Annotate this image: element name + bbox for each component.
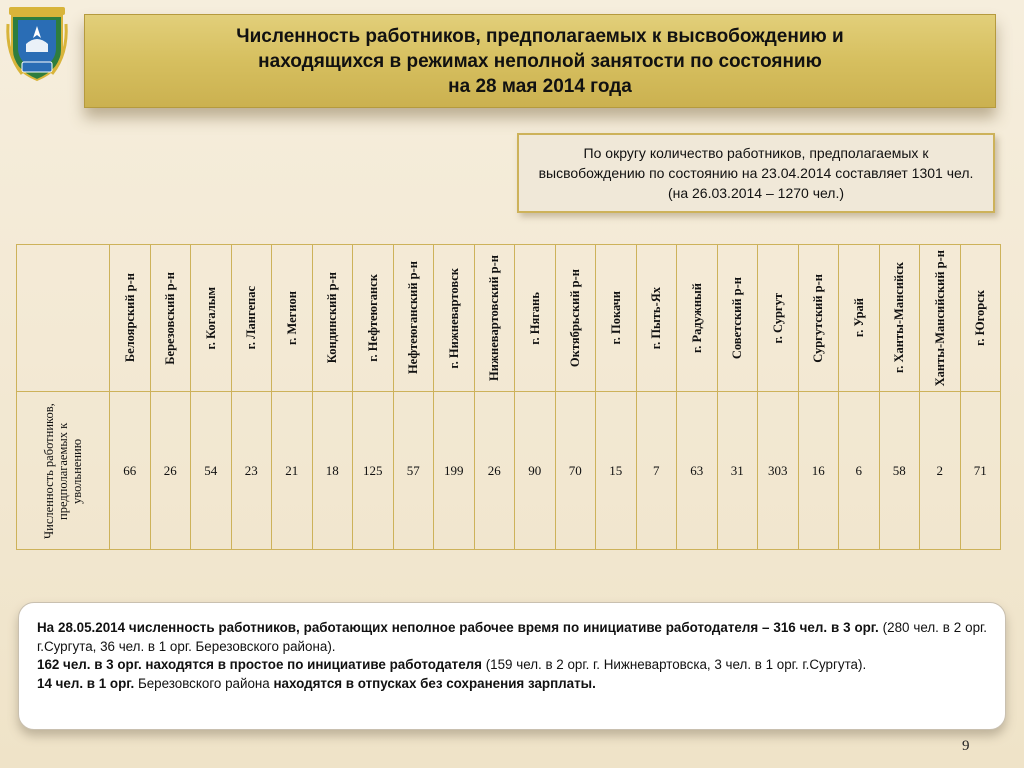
column-header-label: Белоярский р-н (122, 273, 137, 363)
title-line-2: находящихся в режимах неполной занятости по состоянию (258, 50, 822, 72)
column-header-label: г. Нижневартовск (446, 267, 461, 369)
value-cell: 58 (879, 392, 920, 550)
column-header (515, 245, 556, 392)
header-row (17, 245, 1001, 392)
column-header (150, 245, 191, 392)
employment-notes (18, 602, 1006, 730)
column-header-label: Ханты-Мансийский р-н (932, 249, 947, 387)
slide-title (84, 14, 996, 108)
column-header (839, 245, 880, 392)
value-cell: 2 (920, 392, 961, 550)
column-header (393, 245, 434, 392)
note-3-text: Березовского района (134, 675, 274, 691)
value-cell: 125 (353, 392, 394, 550)
column-header (879, 245, 920, 392)
row-label: Численность работников, предполагаемых к увольнению (42, 402, 84, 539)
column-header-label: г. Югорск (973, 290, 988, 346)
summary-note-text: По округу количество работников, предполагаемых к высвобождению по состоянию на 23.04.2014 составляет 1301 чел. (на 26.03.2014 – 1270 чел.) (538, 145, 974, 201)
column-header-label: г. Урай (851, 298, 866, 338)
column-header (272, 245, 313, 392)
title-line-1: Численность работников, предполагаемых к высвобождению и (236, 25, 844, 47)
column-header (555, 245, 596, 392)
column-header (920, 245, 961, 392)
column-header (353, 245, 394, 392)
column-header (798, 245, 839, 392)
column-header-label: г. Радужный (689, 282, 704, 354)
value-cell: 57 (393, 392, 434, 550)
value-cell: 26 (474, 392, 515, 550)
value-cell: 31 (717, 392, 758, 550)
data-table (16, 244, 1001, 550)
column-header-label: Кондинский р-н (325, 272, 340, 364)
value-row (17, 392, 1001, 550)
column-header-label: Нефтеюганский р-н (406, 261, 421, 375)
column-header-label: г. Мегион (284, 290, 299, 346)
corner-cell (17, 245, 110, 392)
value-cell: 26 (150, 392, 191, 550)
note-3-bold-2: находятся в отпусках без сохранения зарплаты. (273, 675, 596, 691)
column-header (636, 245, 677, 392)
column-header (231, 245, 272, 392)
value-cell: 70 (555, 392, 596, 550)
column-header (758, 245, 799, 392)
column-header-label: г. Покачи (608, 291, 623, 345)
column-header-label: г. Нефтеюганск (365, 274, 380, 362)
column-header-label: Березовский р-н (163, 271, 178, 365)
value-cell: 16 (798, 392, 839, 550)
column-header-label: Октябрьский р-н (568, 268, 583, 368)
column-header (717, 245, 758, 392)
value-cell: 66 (110, 392, 151, 550)
note-3-bold: 14 чел. в 1 орг. (37, 675, 135, 691)
column-header (191, 245, 232, 392)
value-cell: 7 (636, 392, 677, 550)
value-cell: 18 (312, 392, 353, 550)
column-header-label: Нижневартовский р-н (487, 255, 502, 381)
page-number: 9 (962, 738, 970, 754)
column-header-label: г. Сургут (770, 292, 785, 344)
row-label-cell (17, 392, 110, 550)
title-line-3: на 28 мая 2014 года (448, 75, 632, 97)
note-paragraph-1 (37, 619, 987, 656)
column-header-label: г. Нягань (527, 291, 542, 345)
column-header-label: г. Пыть-Ях (649, 286, 664, 350)
column-header-label: г. Когалым (203, 286, 218, 350)
coat-of-arms-icon (4, 4, 70, 84)
column-header-label: г. Ханты-Мансийск (892, 262, 907, 374)
column-header-label: Сургутский р-н (811, 273, 826, 363)
summary-note (517, 133, 995, 213)
note-2-text: (159 чел. в 2 орг. г. Нижневартовска, 3 чел. в 1 орг. г.Сургута). (481, 657, 867, 672)
value-cell: 15 (596, 392, 637, 550)
value-cell: 71 (960, 392, 1001, 550)
value-cell: 21 (272, 392, 313, 550)
column-header-label: Советский р-н (730, 276, 745, 360)
column-header (596, 245, 637, 392)
column-header (677, 245, 718, 392)
note-2-bold: 162 чел. в 3 орг. находятся в простое по инициативе работодателя (37, 657, 482, 672)
note-paragraph-2 (37, 656, 987, 675)
column-header (474, 245, 515, 392)
value-cell: 90 (515, 392, 556, 550)
column-header (312, 245, 353, 392)
note-1-text: (280 чел. в 2 орг. г.Сургута, 36 чел. в 1 орг. Березовского района). (37, 620, 987, 654)
note-1-bold: На 28.05.2014 численность работников, работающих неполное рабочее время по инициативе работодателя – 316 чел. в 3 орг. (37, 620, 879, 635)
column-header-label: г. Лангепас (244, 286, 259, 350)
value-cell: 63 (677, 392, 718, 550)
value-cell: 303 (758, 392, 799, 550)
value-cell: 23 (231, 392, 272, 550)
value-cell: 54 (191, 392, 232, 550)
column-header (110, 245, 151, 392)
value-cell: 6 (839, 392, 880, 550)
column-header (434, 245, 475, 392)
value-cell: 199 (434, 392, 475, 550)
column-header (960, 245, 1001, 392)
note-paragraph-3 (37, 675, 987, 694)
